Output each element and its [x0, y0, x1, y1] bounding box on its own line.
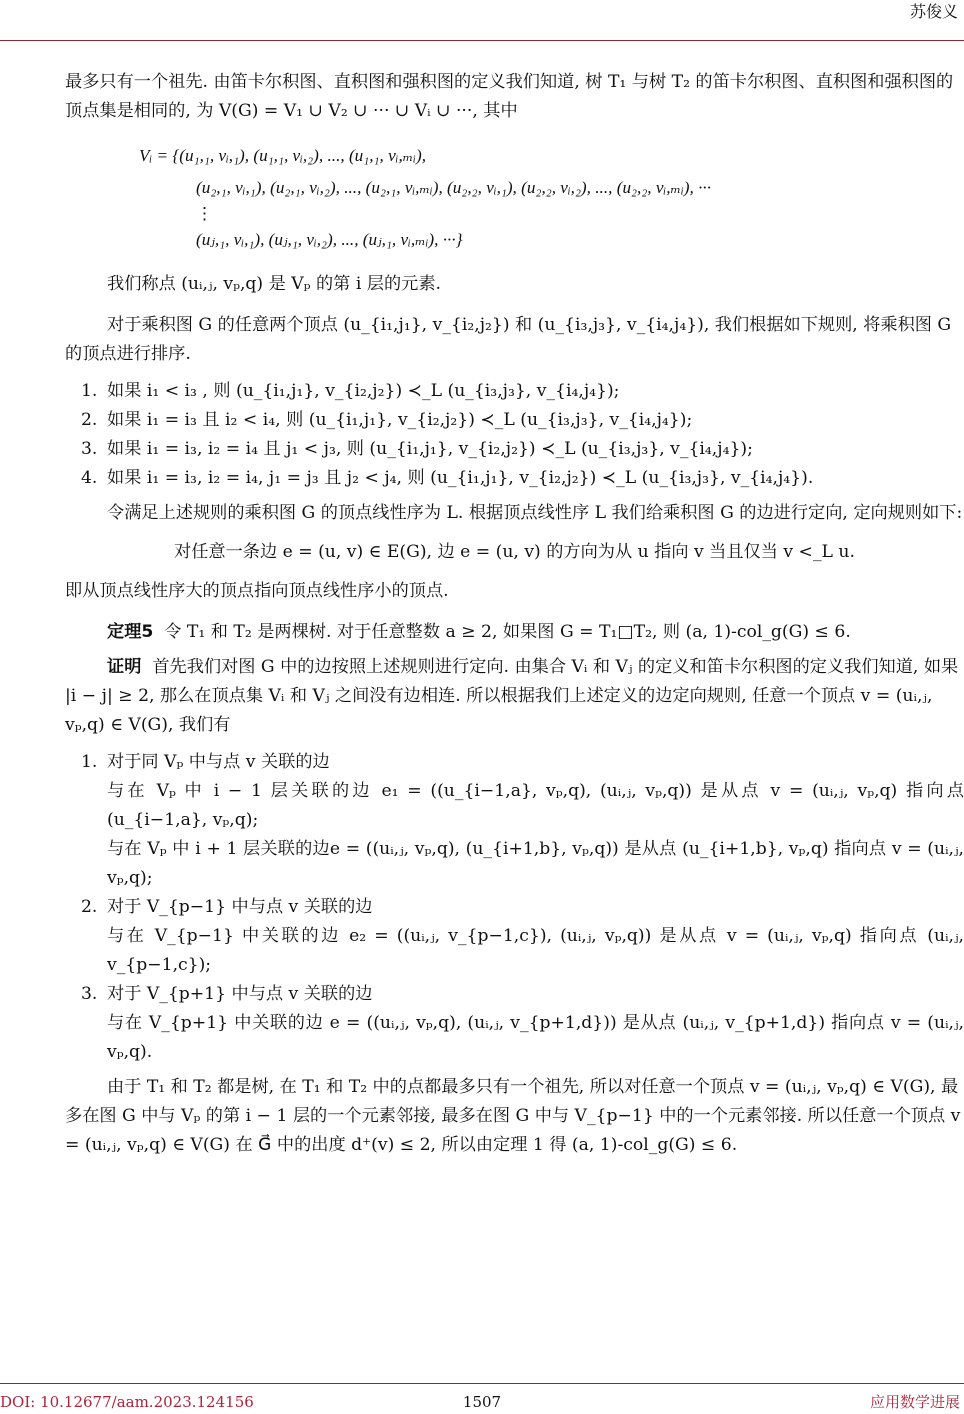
edge-case-line: 与在 Vₚ 中 i − 1 层关联的边 e₁ = ((u_{i−1,a}, vₚ,q), (uᵢ,ⱼ, vₚ,q)) 是从点 v = (uᵢ,ⱼ, vₚ,q) 指向点 (u_{i−1,a}, vₚ,q); [107, 781, 964, 830]
edge-case-head: 对于 V_{p+1} 中与点 v 关联的边 [107, 984, 373, 1004]
edge-case-line: 与在 V_{p+1} 中关联的边 e = ((uᵢ,ⱼ, vₚ,q), (uᵢ,ⱼ, v_{p+1,d})) 是从点 (uᵢ,ⱼ, v_{p+1,d}) 指向点 v = (uᵢ,ⱼ, vₚ,q). [107, 1013, 964, 1062]
edge-case-line: 与在 V_{p−1} 中关联的边 e₂ = ((uᵢ,ⱼ, v_{p−1,c}), (uᵢ,ⱼ, vₚ,q)) 是从点 v = (uᵢ,ⱼ, vₚ,q) 指向点 (uᵢ,ⱼ, v_{p−1,c}); [107, 926, 964, 975]
edge-case: 1. 对于同 Vₚ 中与点 v 关联的边 与在 Vₚ 中 i − 1 层关联的边 e₁ = ((u_{i−1,a}, vₚ,q), (uᵢ,ⱼ, vₚ,q)) 是从点 v = (uᵢ,ⱼ, vₚ,q) 指向点 (u_{i−1,a}, vₚ,q); 与在 Vₚ 中 i + 1 层关联的边e = ((uᵢ,ⱼ, vₚ,q), (u_{i+1,b}, vₚ,q)) 是从点 (u_{i+1,b}, vₚ,q) 指向点 v = (uᵢ,ⱼ, vₚ,q); [65, 748, 964, 893]
theorem-label: 定理5 [107, 622, 154, 642]
paragraph-vertex-set: 最多只有一个祖先. 由笛卡尔积图、直积图和强积图的定义我们知道, 树 T₁ 与树 T₂ 的笛卡尔积图、直积图和强积图的顶点集是相同的, 为 V(G) = V₁ ∪ V₂ ∪ ··· ∪ Vᵢ ∪ ···, 其中 [65, 72, 954, 121]
proof-label: 证明 [107, 657, 142, 677]
edge-cases-list [65, 748, 964, 1067]
footer-page-number: 1507 [462, 1393, 502, 1411]
footer-rule [0, 1383, 964, 1384]
edge-case-head: 对于同 Vₚ 中与点 v 关联的边 [107, 752, 330, 772]
edge-case: 3. 对于 V_{p+1} 中与点 v 关联的边 与在 V_{p+1} 中关联的边 e = ((uᵢ,ⱼ, vₚ,q), (uᵢ,ⱼ, v_{p+1,d})) 是从点 (uᵢ,ⱼ, v_{p+1,d}) 指向点 v = (uᵢ,ⱼ, vₚ,q). [65, 980, 964, 1067]
orientation-rule: 对任意一条边 e = (u, v) ∈ E(G), 边 e = (u, v) 的方向为从 u 指向 v 当且仅当 v <_L u. [174, 542, 855, 562]
equation-line-1: Vᵢ = {(u₁,₁, vᵢ,₁), (u₁,₁, vᵢ,₂), ..., (u₁,₁, vᵢ,ₘᵢ), [139, 146, 427, 165]
edge-case-line: 与在 Vₚ 中 i + 1 层关联的边e = ((uᵢ,ⱼ, vₚ,q), (u_{i+1,b}, vₚ,q)) 是从点 (u_{i+1,b}, vₚ,q) 指向点 v = (uᵢ,ⱼ, vₚ,q); [107, 839, 964, 888]
footer-doi: DOI: 10.12677/aam.2023.124156 [0, 1393, 254, 1411]
paragraph-orientation-intro: 令满足上述规则的乘积图 G 的顶点线性序为 L. 根据顶点线性序 L 我们给乘积图 G 的边进行定向, 定向规则如下: [107, 503, 963, 523]
ordering-rule: 1. 如果 i₁ < i₃ , 则 (u_{i₁,j₁}, v_{i₂,j₂}) ≺_L (u_{i₃,j₃}, v_{i₄,j₄}); [81, 381, 620, 401]
edge-case: 2. 对于 V_{p−1} 中与点 v 关联的边 与在 V_{p−1} 中关联的边 e₂ = ((uᵢ,ⱼ, v_{p−1,c}), (uᵢ,ⱼ, vₚ,q)) 是从点 v = (uᵢ,ⱼ, vₚ,q) 指向点 (uᵢ,ⱼ, v_{p−1,c}); [65, 893, 964, 980]
paragraph-ordering-intro: 对于乘积图 G 的任意两个顶点 (u_{i₁,j₁}, v_{i₂,j₂}) 和 (u_{i₃,j₃}, v_{i₄,j₄}), 我们根据如下规则, 将乘积图 G 的顶点进行排序. [65, 315, 952, 364]
equation-line-4: (uⱼ,₁, vᵢ,₁), (uⱼ,₁, vᵢ,₂), ..., (uⱼ,₁, vᵢ,ₘᵢ), ···} [196, 230, 463, 249]
running-header-author: 苏俊义 [909, 2, 958, 21]
header-rule [0, 40, 964, 41]
paragraph-conclusion: 由于 T₁ 和 T₂ 都是树, 在 T₁ 和 T₂ 中的点都最多只有一个祖先, 所以对任意一个顶点 v = (uᵢ,ⱼ, vₚ,q) ∈ V(G), 最多在图 G 中与 Vₚ 的第 i − 1 层的一个元素邻接, 最多在图 G 中与 V_{p−1} 中的一个元素邻接. 所以任意一个顶点 v = (uᵢ,ⱼ, vₚ,q) ∈ V(G) 在 G⃗ 中的出度 d⁺(v) ≤ 2, 所以由定理 1 得 (a, 1)-col_g(G) ≤ 6. [65, 1077, 961, 1155]
paragraph-orientation-summary: 即从顶点线性序大的顶点指向顶点线性序小的顶点. [65, 581, 449, 601]
ordering-rules-list [65, 377, 964, 493]
equation-vdots: ⋮ [196, 204, 214, 223]
equation-line-2: (u₂,₁, vᵢ,₁), (u₂,₁, vᵢ,₂), ..., (u₂,₁, vᵢ,ₘᵢ), (u₂,₂, vᵢ,₁), (u₂,₂, vᵢ,₂), ..., (u₂,₂, vᵢ,ₘᵢ), ··· [196, 178, 712, 197]
paper-body [65, 68, 964, 1160]
edge-case-head: 对于 V_{p−1} 中与点 v 关联的边 [107, 897, 373, 917]
ordering-rule: 4. 如果 i₁ = i₃, i₂ = i₄, j₁ = j₃ 且 j₂ < j₄, 则 (u_{i₁,j₁}, v_{i₂,j₂}) ≺_L (u_{i₃,j₃}, v_{i₄,j₄}). [81, 468, 814, 488]
proof-text: 首先我们对图 G 中的边按照上述规则进行定向. 由集合 Vᵢ 和 Vⱼ 的定义和笛卡尔积图的定义我们知道, 如果 |i − j| ≥ 2, 那么在顶点集 Vᵢ 和 Vⱼ 之间没有边相连. 所以根据我们上述定义的边定向规则, 任意一个顶点 v = (uᵢ,ⱼ, vₚ,q) ∈ V(G), 我们有 [65, 657, 959, 735]
theorem-statement: 令 T₁ 和 T₂ 是两棵树. 对于任意整数 a ≥ 2, 如果图 G = T₁□T₂, 则 (a, 1)-col_g(G) ≤ 6. [164, 622, 851, 642]
footer-journal: 应用数学进展 [869, 1393, 960, 1411]
ordering-rule: 3. 如果 i₁ = i₃, i₂ = i₄ 且 j₁ < j₃, 则 (u_{i₁,j₁}, v_{i₂,j₂}) ≺_L (u_{i₃,j₃}, v_{i₄,j₄}); [81, 439, 753, 459]
paragraph-layer-element: 我们称点 (uᵢ,ⱼ, vₚ,q) 是 Vₚ 的第 i 层的元素. [107, 274, 442, 294]
ordering-rule: 2. 如果 i₁ = i₃ 且 i₂ < i₄, 则 (u_{i₁,j₁}, v_{i₂,j₂}) ≺_L (u_{i₃,j₃}, v_{i₄,j₄}); [81, 410, 693, 430]
equation-vi [139, 140, 964, 256]
proof [65, 653, 964, 740]
theorem-5 [65, 618, 964, 647]
